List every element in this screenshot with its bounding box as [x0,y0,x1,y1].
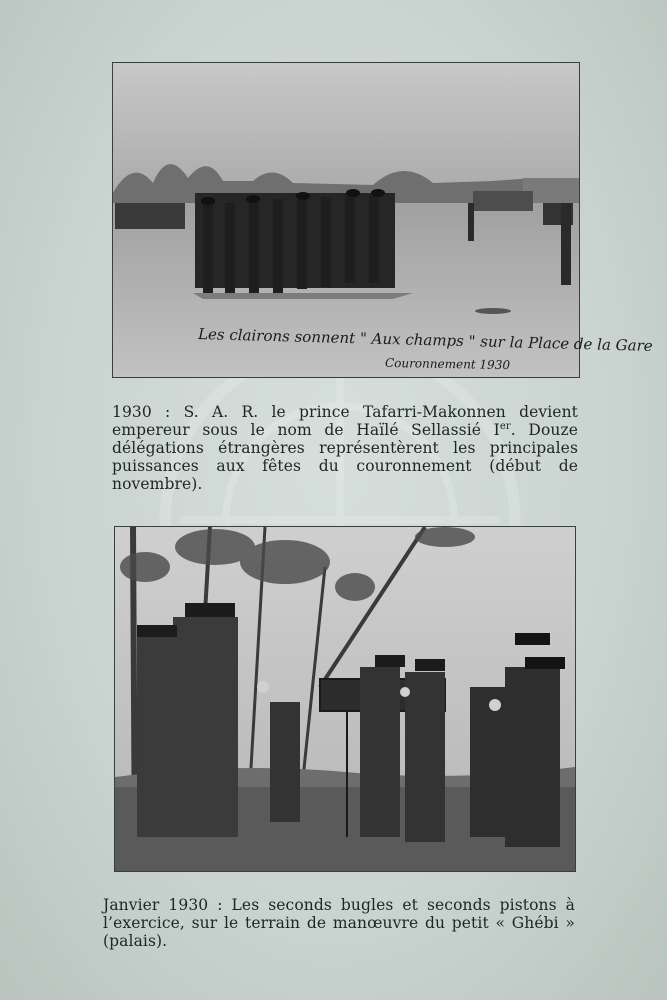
caption-coronation [112,403,578,493]
caption-bugles [103,896,575,950]
caption-text: 1930 : S. A. R. le prince Tafarri-Makonnen devient empereur sous le nom de Haïlé Sellassié I [112,403,578,439]
bugle-band-photo [115,527,575,871]
handwritten-caption-line1: Les clairons sonnent " Aux champs " sur la Place de la Gare [197,325,653,355]
bugle-band-photo-frame [115,527,575,871]
caption-superscript: er [499,420,511,432]
caption-text-after: . Douze délégations étrangères représentèrent les principales puissances aux fêtes du couronnement (début de novembre). [112,421,578,493]
caption-text: Janvier 1930 : Les seconds bugles et seconds pistons à l’exercice, sur le terrain de manœuvre du petit « Ghébi » (palais). [103,896,575,950]
handwritten-caption-line2: Couronnement 1930 [384,355,511,373]
